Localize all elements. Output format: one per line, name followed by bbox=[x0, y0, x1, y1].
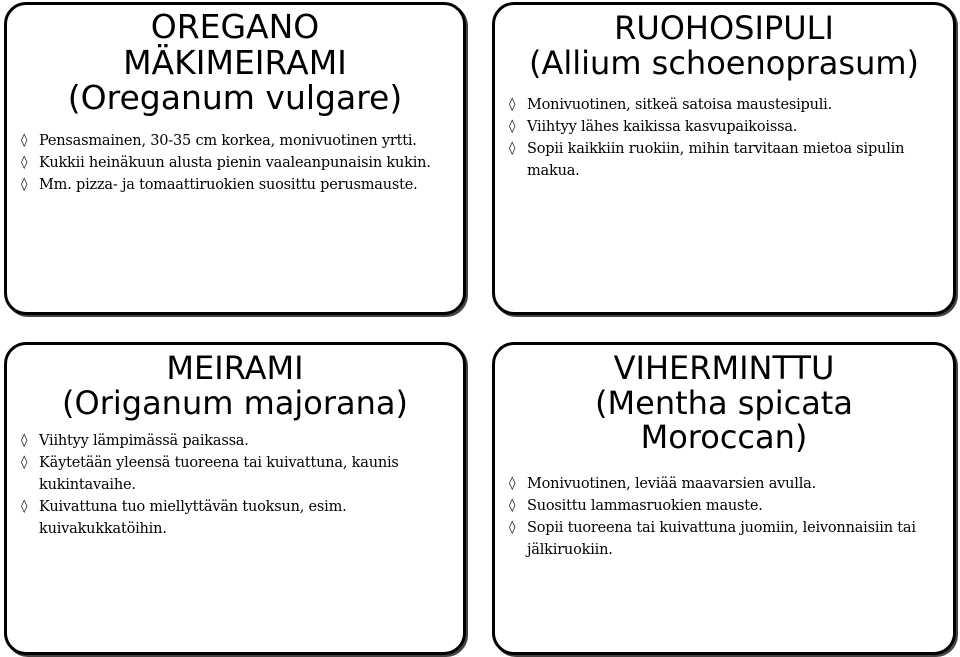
title-line: Moroccan) bbox=[640, 418, 808, 457]
title-line: OREGANO bbox=[150, 7, 320, 46]
card-title bbox=[7, 345, 463, 420]
diamond-bullet-icon: ◊ bbox=[21, 176, 28, 192]
list-item bbox=[509, 495, 943, 517]
list-item bbox=[509, 116, 943, 138]
card-title bbox=[495, 5, 953, 80]
diamond-bullet-icon: ◊ bbox=[509, 119, 516, 135]
list-item bbox=[509, 473, 943, 495]
card-oregano bbox=[4, 2, 466, 315]
diamond-bullet-icon: ◊ bbox=[509, 97, 516, 113]
diamond-bullet-icon: ◊ bbox=[509, 497, 516, 513]
title-line: (Origanum majorana) bbox=[62, 383, 408, 422]
title-line: VIHERMINTTU bbox=[613, 349, 835, 387]
list-item bbox=[21, 452, 453, 496]
list-item-text: Monivuotinen, sitkeä satoisa maustesipuli. bbox=[527, 97, 833, 114]
title-line: MEIRAMI bbox=[166, 349, 304, 387]
item-list bbox=[7, 130, 463, 196]
list-item-text: Mm. pizza- ja tomaattiruokien suosittu perusmauste. bbox=[39, 176, 418, 193]
item-list bbox=[7, 430, 463, 540]
diamond-bullet-icon: ◊ bbox=[509, 475, 516, 491]
list-item-text: Viihtyy lämpimässä paikassa. bbox=[39, 433, 249, 450]
list-item-text: Sopii kaikkiin ruokiin, mihin tarvitaan mietoa sipulin makua. bbox=[527, 141, 905, 180]
list-item-text: Sopii tuoreena tai kuivattuna juomiin, leivonnaisiin tai jälkiruokiin. bbox=[527, 519, 916, 558]
list-item bbox=[21, 496, 453, 540]
list-item-text: Suosittu lammasruokien mauste. bbox=[527, 497, 763, 514]
card-title bbox=[495, 345, 953, 455]
title-line: RUOHOSIPULI bbox=[614, 9, 834, 47]
diamond-bullet-icon: ◊ bbox=[21, 132, 28, 148]
list-item-text: Viihtyy lähes kaikissa kasvupaikoissa. bbox=[527, 119, 798, 136]
list-item bbox=[21, 174, 453, 196]
diamond-bullet-icon: ◊ bbox=[509, 141, 516, 157]
list-item bbox=[509, 517, 943, 561]
list-item-text: Kuivattuna tuo miellyttävän tuoksun, esim. kuivakukkatöihin. bbox=[39, 499, 347, 538]
title-line: (Allium schoenoprasum) bbox=[528, 43, 920, 82]
list-item bbox=[21, 152, 453, 174]
list-item-text: Pensasmainen, 30-35 cm korkea, monivuotinen yrtti. bbox=[39, 132, 417, 149]
item-list bbox=[495, 94, 953, 182]
diamond-bullet-icon: ◊ bbox=[21, 154, 28, 170]
title-line: (Oreganum vulgare) bbox=[67, 78, 403, 118]
list-item bbox=[509, 94, 943, 116]
card-meirami bbox=[4, 342, 466, 655]
diamond-bullet-icon: ◊ bbox=[509, 519, 516, 535]
list-item-text: Käytetään yleensä tuoreena tai kuivattuna, kaunis kukintavaihe. bbox=[39, 455, 399, 494]
list-item bbox=[21, 130, 453, 152]
item-list bbox=[495, 473, 953, 561]
diamond-bullet-icon: ◊ bbox=[21, 499, 28, 515]
list-item-text: Monivuotinen, leviää maavarsien avulla. bbox=[527, 475, 817, 492]
list-item bbox=[21, 430, 453, 452]
list-item-text: Kukkii heinäkuun alusta pienin vaaleanpunaisin kukin. bbox=[39, 154, 431, 171]
diamond-bullet-icon: ◊ bbox=[21, 455, 28, 471]
title-line: MÄKIMEIRAMI bbox=[123, 42, 347, 82]
card-title bbox=[7, 5, 463, 116]
card-viherminttu bbox=[492, 342, 956, 655]
list-item bbox=[509, 138, 943, 182]
card-ruohosipuli bbox=[492, 2, 956, 315]
diamond-bullet-icon: ◊ bbox=[21, 433, 28, 449]
title-line: (Mentha spicata bbox=[595, 383, 853, 422]
